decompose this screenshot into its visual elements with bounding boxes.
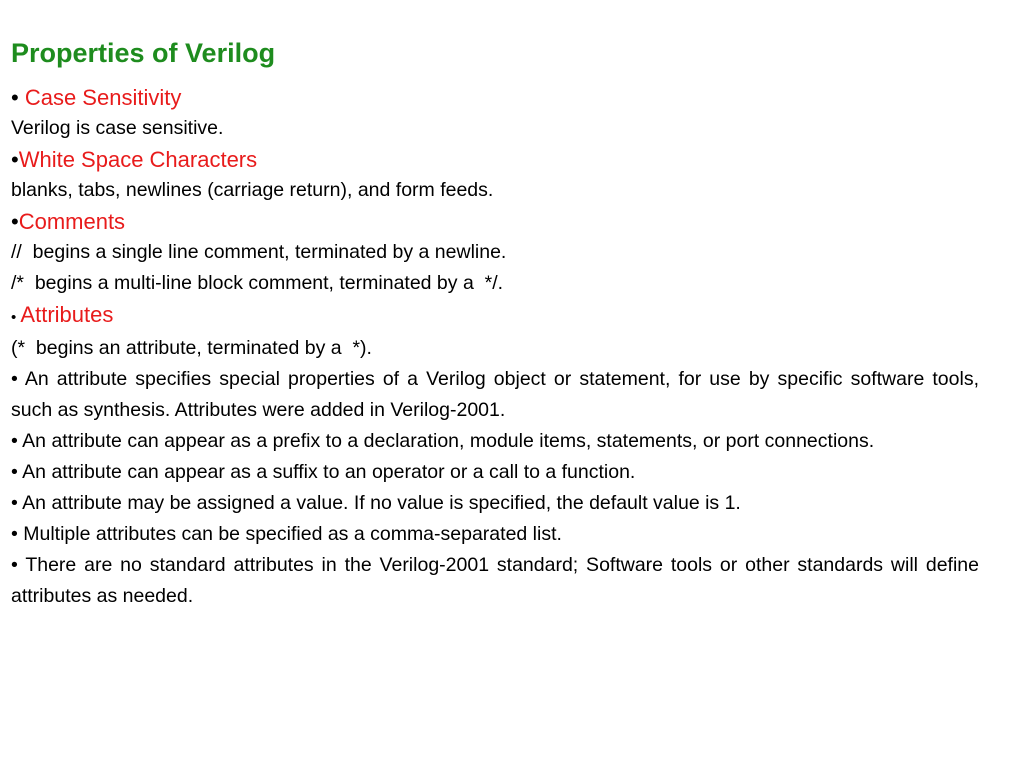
heading-text: Comments [18,209,126,234]
attribute-point: • There are no standard attributes in the Verilog-2001 standard; Software tools or other standards will define attributes as needed. [11,554,979,607]
heading-attributes [11,299,979,333]
white-space-text: blanks, tabs, newlines (carriage return), and form feeds. [11,179,494,201]
bullet: • [11,85,25,110]
block-comment-text: /* begins a multi-line block comment, terminated by a */. [11,272,504,294]
attribute-point: • An attribute specifies special properties of a Verilog object or statement, for use by specific software tools, such as synthesis. Attributes were added in Verilog-2001. [11,368,979,421]
heading-white-space [11,144,979,175]
heading-text: Case Sensitivity [24,85,182,110]
bullet: • [11,309,21,326]
attribute-point: • An attribute can appear as a suffix to an operator or a call to a function. [11,461,636,483]
attribute-point: • Multiple attributes can be specified as a comma-separated list. [11,523,562,545]
heading-comments [11,206,979,237]
heading-text: White Space Characters [18,147,258,172]
heading-text: Attributes [20,302,114,327]
case-sensitivity-text: Verilog is case sensitive. [11,117,224,139]
attribute-point: • An attribute can appear as a prefix to a declaration, module items, statements, or port connections. [11,430,875,452]
slide-content [11,34,979,612]
slide-title: Properties of Verilog [11,38,276,68]
attribute-point: • An attribute may be assigned a value. If no value is specified, the default value is 1. [11,492,741,514]
single-line-comment-text: // begins a single line comment, terminated by a newline. [11,241,507,263]
attribute-syntax-text: (* begins an attribute, terminated by a *). [11,337,372,359]
heading-case-sensitivity [11,82,979,113]
bullet: • [11,209,19,234]
bullet: • [11,147,19,172]
